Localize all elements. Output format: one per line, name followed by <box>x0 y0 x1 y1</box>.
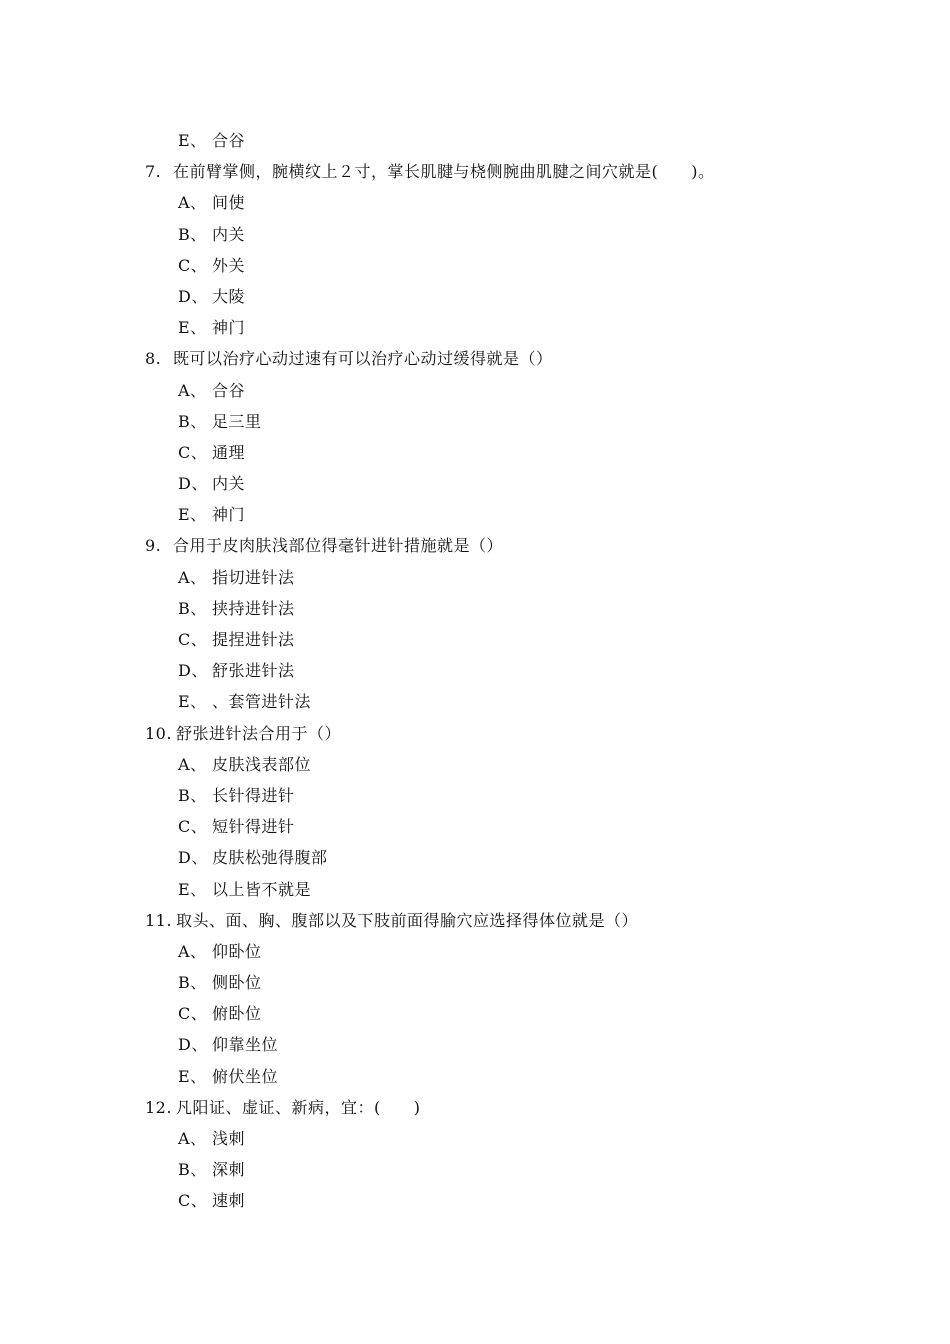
option-text: 通理 <box>212 442 246 462</box>
answer-option <box>0 468 950 499</box>
option-label: D、 <box>178 848 208 868</box>
answer-option <box>0 936 950 967</box>
question-number: 11. <box>145 910 172 930</box>
answer-option <box>0 686 950 717</box>
option-text: 、套管进针法 <box>212 692 312 712</box>
option-text: 神门 <box>212 318 246 338</box>
option-text: 皮肤松弛得腹部 <box>212 848 328 868</box>
answer-option <box>0 406 950 437</box>
option-text: 俯伏坐位 <box>212 1066 279 1086</box>
answer-option <box>0 375 950 406</box>
option-text: 外关 <box>212 255 246 275</box>
option-text: 提捏进针法 <box>212 630 295 649</box>
answer-option <box>0 780 950 811</box>
option-label: C、 <box>178 1191 208 1211</box>
option-label: B、 <box>178 598 207 618</box>
option-label: E、 <box>178 1066 207 1086</box>
question-number: 8. <box>145 349 162 369</box>
option-label: E、 <box>178 131 207 150</box>
option-label: E、 <box>178 692 207 712</box>
option-label: D、 <box>178 286 208 306</box>
option-text: 俯卧位 <box>212 1004 262 1024</box>
answer-option <box>0 967 950 998</box>
question-list <box>0 125 950 1217</box>
option-text: 仰卧位 <box>212 941 262 961</box>
option-label: E、 <box>178 505 207 525</box>
answer-option <box>0 842 950 873</box>
option-label: D、 <box>178 1035 208 1055</box>
option-label: E、 <box>178 879 207 899</box>
option-text: 以上皆不就是 <box>212 879 312 899</box>
question-number: 12. <box>145 1097 172 1117</box>
answer-option <box>0 655 950 686</box>
question-text: 合用于皮肉肤浅部位得毫针进针措施就是（） <box>173 536 504 556</box>
answer-option <box>0 219 950 250</box>
option-label: E、 <box>178 318 207 338</box>
option-label: A、 <box>178 380 207 400</box>
question-text: 凡阳证、虚证、新病，宜：( ) <box>175 1097 421 1117</box>
option-label: B、 <box>178 224 207 244</box>
answer-option <box>0 187 950 218</box>
option-label: D、 <box>178 661 208 681</box>
option-label: D、 <box>178 474 208 494</box>
option-text: 内关 <box>212 224 246 244</box>
option-text: 侧卧位 <box>212 973 262 993</box>
option-text: 仰靠坐位 <box>212 1035 279 1055</box>
option-text: 长针得进针 <box>212 785 295 805</box>
answer-option <box>0 1185 950 1216</box>
option-text: 深刺 <box>212 1160 246 1180</box>
option-label: B、 <box>178 1160 207 1180</box>
option-text: 挟持进针法 <box>212 598 295 618</box>
question-number: 9. <box>145 536 162 556</box>
option-text: 间使 <box>212 193 246 213</box>
answer-option <box>0 998 950 1029</box>
option-text: 皮肤浅表部位 <box>212 754 312 774</box>
answer-option <box>0 1123 950 1154</box>
answer-option <box>0 749 950 780</box>
option-label: A、 <box>178 754 207 774</box>
option-text: 浅刺 <box>212 1129 246 1148</box>
answer-option <box>0 811 950 842</box>
option-label: A、 <box>178 567 207 587</box>
option-label: A、 <box>178 941 207 961</box>
answer-option <box>0 437 950 468</box>
option-text: 指切进针法 <box>212 567 295 587</box>
question-text: 取头、面、胸、腹部以及下肢前面得腧穴应选择得体位就是（） <box>175 910 638 930</box>
option-text: 足三里 <box>212 411 262 431</box>
option-text: 合谷 <box>212 131 246 150</box>
option-label: B、 <box>178 785 207 805</box>
option-label: C、 <box>178 255 208 275</box>
question-text: 既可以治疗心动过速有可以治疗心动过缓得就是（） <box>173 349 553 369</box>
option-text: 神门 <box>212 505 246 525</box>
option-label: B、 <box>178 411 207 431</box>
question-stem <box>0 905 950 936</box>
question-text: 舒张进针法合用于（） <box>175 723 341 743</box>
question-text: 在前臂掌侧，腕横纹上２寸，掌长肌腱与桡侧腕曲肌腱之间穴就是( )。 <box>173 162 715 182</box>
question-number: 7. <box>145 162 162 182</box>
question-stem <box>0 156 950 187</box>
option-text: 合谷 <box>212 380 246 400</box>
question-stem <box>0 343 950 374</box>
question-number: 10. <box>145 723 172 743</box>
option-label: A、 <box>178 193 207 213</box>
answer-option <box>0 125 950 156</box>
option-label: C、 <box>178 1004 208 1024</box>
option-label: B、 <box>178 973 207 993</box>
question-stem <box>0 530 950 561</box>
answer-option <box>0 281 950 312</box>
option-label: A、 <box>178 1129 207 1148</box>
answer-option <box>0 1061 950 1092</box>
answer-option <box>0 593 950 624</box>
answer-option <box>0 312 950 343</box>
question-stem <box>0 1092 950 1123</box>
answer-option <box>0 1029 950 1060</box>
answer-option <box>0 1154 950 1185</box>
option-text: 内关 <box>212 474 246 494</box>
answer-option <box>0 250 950 281</box>
option-label: C、 <box>178 817 208 837</box>
question-stem <box>0 718 950 749</box>
option-text: 速刺 <box>212 1191 246 1211</box>
answer-option <box>0 874 950 905</box>
option-text: 大陵 <box>212 286 246 306</box>
option-label: C、 <box>178 442 208 462</box>
option-label: C、 <box>178 630 208 649</box>
answer-option <box>0 562 950 593</box>
answer-option <box>0 624 950 655</box>
option-text: 短针得进针 <box>212 817 295 837</box>
option-text: 舒张进针法 <box>212 661 295 681</box>
answer-option <box>0 499 950 530</box>
